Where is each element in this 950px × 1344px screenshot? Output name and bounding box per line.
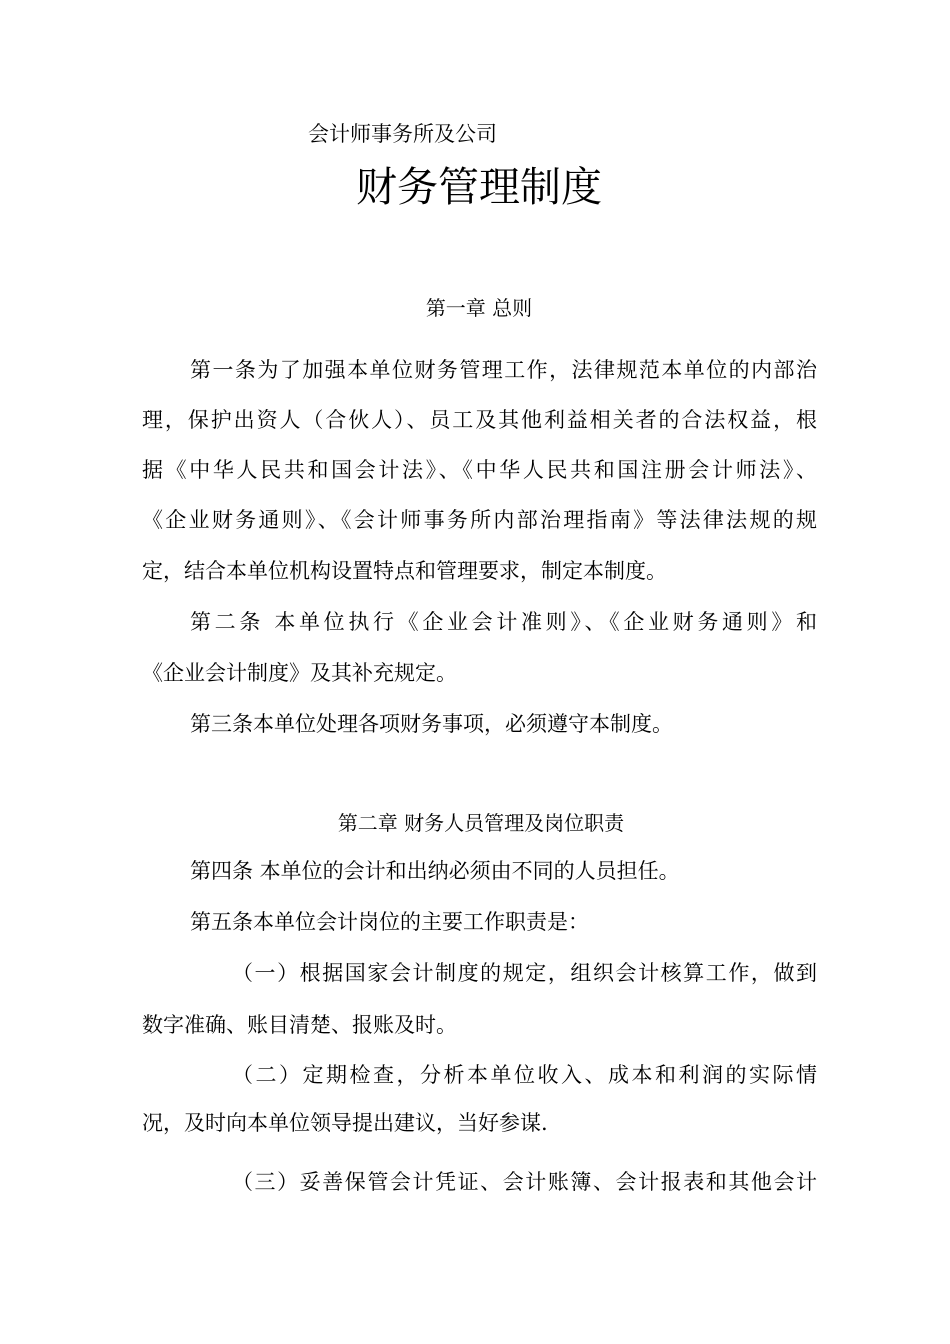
document-title: 财务管理制度 (356, 163, 602, 211)
paragraph-line: 数字准确、账目清楚、报账及时。 (142, 1013, 457, 1037)
paragraph-line: 第五条本单位会计岗位的主要工作职责是： (190, 910, 589, 934)
paragraph-line: （一）根据国家会计制度的规定，组织会计核算工作，做到 (232, 961, 817, 985)
paragraph-line: 《企业财务通则》、《会计师事务所内部治理指南》等法律法规的规 (142, 508, 817, 532)
paragraph-line: 据《中华人民共和国会计法》、《中华人民共和国注册会计师法》、 (142, 458, 817, 482)
paragraph-line: 定，结合本单位机构设置特点和管理要求，制定本制度。 (142, 559, 667, 583)
chapter-2-heading: 第二章 财务人员管理及岗位职责 (337, 811, 625, 835)
paragraph-line: 第三条本单位处理各项财务事项，必须遵守本制度。 (190, 712, 673, 736)
paragraph-line: （二）定期检查，分析本单位收入、成本和利润的实际情 (232, 1063, 817, 1087)
paragraph-line: （三）妥善保管会计凭证、会计账簿、会计报表和其他会计 (232, 1170, 817, 1194)
chapter-1-heading: 第一章 总则 (425, 296, 533, 320)
document-subtitle: 会计师事务所及公司 (308, 122, 497, 146)
paragraph-line: 第四条 本单位的会计和出纳必须由不同的人员担任。 (190, 859, 680, 883)
paragraph-line: 《企业会计制度》及其补充规定。 (142, 661, 457, 685)
paragraph-line: 第一条为了加强本单位财务管理工作，法律规范本单位的内部治 (190, 358, 817, 382)
paragraph-line: 第二条 本单位执行《企业会计准则》、《企业财务通则》和 (190, 610, 817, 634)
paragraph-line: 理，保护出资人（合伙人）、员工及其他利益相关者的合法权益，根 (142, 408, 817, 432)
paragraph-line: 况，及时向本单位领导提出建议，当好参谋. (142, 1111, 548, 1135)
